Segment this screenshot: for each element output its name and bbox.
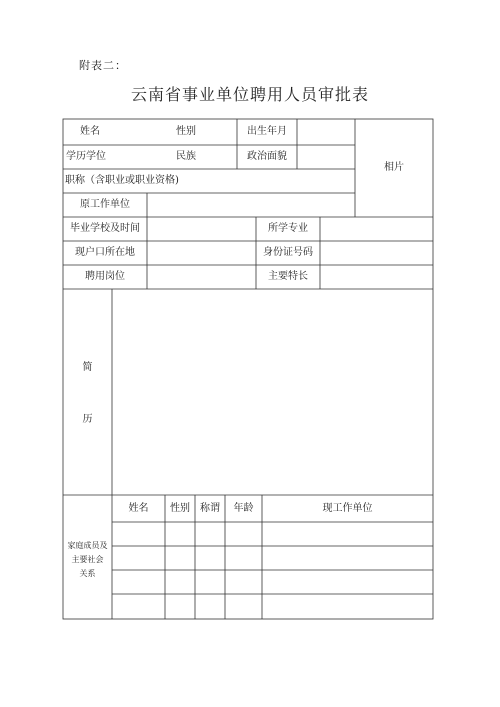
label-family-line-1: 家庭成员及 — [67, 541, 108, 550]
label-resume-2: 历 — [82, 414, 93, 425]
label-id-number: 身份证号码 — [263, 247, 313, 258]
label-family-line-2: 主要社会 — [71, 555, 104, 564]
label-title-qualification: 职称（含职业或职业资格) — [65, 175, 179, 186]
label-gender: 性别 — [176, 126, 196, 137]
label-position: 聘用岗位 — [85, 271, 125, 282]
label-specialty: 主要特长 — [268, 271, 308, 282]
label-photo: 相片 — [384, 162, 404, 173]
family-header-gender: 性别 — [170, 503, 190, 514]
label-birth: 出生年月 — [247, 126, 287, 137]
label-original-unit: 原工作单位 — [80, 199, 130, 210]
label-hukou: 现户口所在地 — [75, 247, 135, 258]
attachment-label: 附表二： — [79, 59, 127, 72]
family-header-relation: 称谓 — [200, 503, 220, 514]
label-major: 所学专业 — [268, 223, 308, 234]
label-education: 学历学位 — [66, 151, 106, 162]
family-header-unit: 现工作单位 — [322, 503, 373, 514]
label-political: 政治面貌 — [247, 151, 287, 162]
label-resume-1: 简 — [82, 362, 93, 373]
family-header-name: 姓名 — [128, 503, 149, 514]
label-ethnicity: 民族 — [176, 151, 196, 162]
label-graduation: 毕业学校及时间 — [70, 223, 140, 234]
family-header-age: 年龄 — [233, 503, 254, 514]
label-family-line-3: 关系 — [79, 569, 96, 578]
label-name: 姓名 — [80, 126, 100, 137]
form-title: 云南省事业单位聘用人员审批表 — [130, 85, 369, 104]
